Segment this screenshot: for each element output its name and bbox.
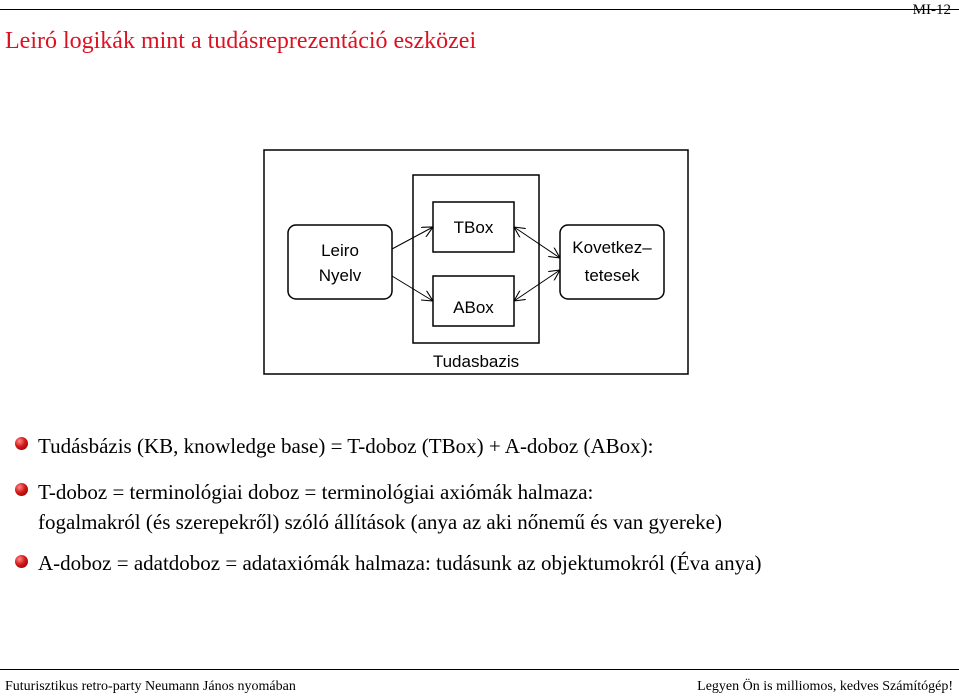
bottom-rule bbox=[0, 669, 959, 670]
left-box-line-1: Leiro bbox=[321, 241, 359, 260]
kb-label: Tudasbazis bbox=[432, 352, 520, 371]
bullet-ball-icon bbox=[15, 437, 28, 450]
abox-label: ABox bbox=[453, 298, 494, 317]
footer-left: Futurisztikus retro-party Neumann János nyomában bbox=[5, 679, 296, 694]
bullet-ball-icon bbox=[15, 555, 28, 568]
left-box-label bbox=[288, 238, 392, 288]
arrow-right-tbox bbox=[514, 227, 560, 258]
bullet-item: T-doboz = terminológiai doboz = terminológiai axiómák halmaza: bbox=[38, 480, 594, 504]
bullet-item: Tudásbázis (KB, knowledge base) = T-doboz (TBox) + A-doboz (ABox): bbox=[38, 434, 654, 458]
tbox-label: TBox bbox=[453, 218, 494, 237]
right-box-line-2: tetesek bbox=[584, 266, 640, 285]
bullet-item: A-doboz = adatdoboz = adataxiómák halmaza: tudásunk az objektumokról (Éva anya) bbox=[38, 551, 762, 575]
left-box-line-2: Nyelv bbox=[318, 266, 362, 285]
slide-title: Leiró logikák mint a tudásreprezentáció eszközei bbox=[5, 28, 477, 54]
bullet-ball-icon bbox=[15, 483, 28, 496]
slide-number: MI-12 bbox=[912, 2, 951, 18]
right-box-label bbox=[560, 234, 664, 290]
right-box-line-1: Kovetkez– bbox=[572, 238, 652, 257]
bullet-item-continuation: fogalmakról (és szerepekről) szóló állítások (anya az aki nőnemű és van gyereke) bbox=[38, 510, 722, 534]
arrow-right-abox bbox=[514, 270, 560, 301]
footer-right: Legyen Ön is milliomos, kedves Számítógép! bbox=[697, 679, 953, 694]
